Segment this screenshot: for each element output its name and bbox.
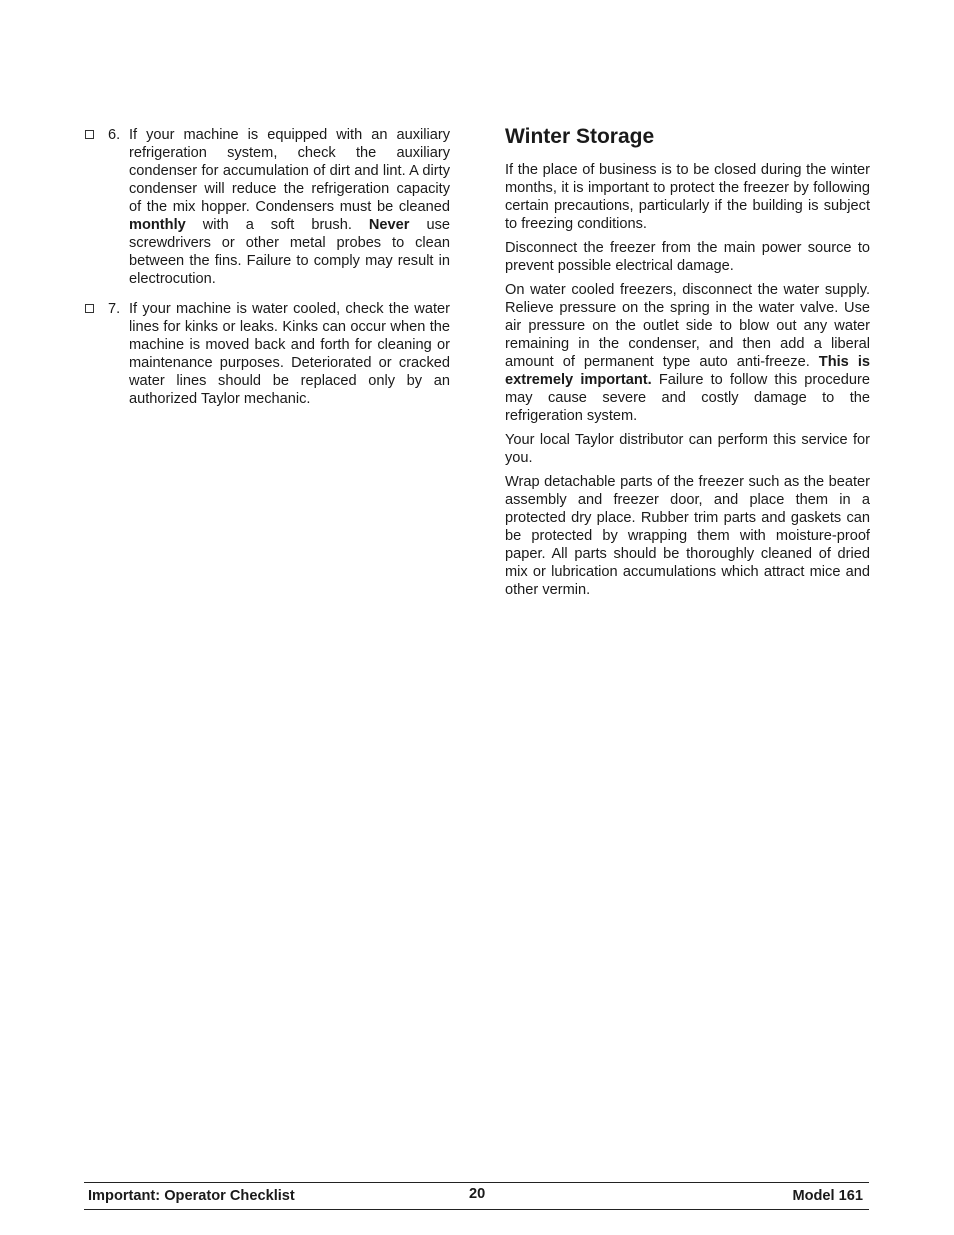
- left-column: [84, 126, 450, 420]
- checkbox-icon[interactable]: [85, 130, 94, 139]
- right-column: [505, 124, 870, 605]
- checklist-item-7: [84, 300, 450, 408]
- paragraph: On water cooled freezers, disconnect the water supply. Relieve pressure on the spring in the water valve. Use air pressure on the outlet side to blow out any water remaining in the condenser, and then add a liberal amount of permanent type auto anti-freeze. This is extremely important. Failure to follow this procedure may cause severe and costly damage to the refrigeration system.: [505, 282, 870, 424]
- item-text: If your machine is equipped with an auxiliary refrigeration system, check the auxiliary condenser for accumulation of dirt and lint. A dirty condenser will reduce the refrigeration capacity of the mix hopper. Condensers must be cleaned monthly with a soft brush. Never use screwdrivers or other metal probes to clean between the fins. Failure to comply may result in electrocution.: [129, 127, 450, 287]
- checklist-item-6: [84, 126, 450, 288]
- section-heading: Winter Storage: [505, 125, 655, 148]
- paragraph: If the place of business is to be closed during the winter months, it is important to protect the freezer by following certain precautions, particularly if the building is subject to freezing conditions.: [505, 162, 870, 232]
- footer-model: Model 161: [792, 1188, 863, 1204]
- bold-text: Never: [368, 217, 410, 233]
- footer-section-title: Important: Operator Checklist: [88, 1188, 295, 1204]
- checkbox-icon[interactable]: [85, 304, 94, 313]
- paragraph: Wrap detachable parts of the freezer such as the beater assembly and freezer door, and place them in a protected dry place. Rubber trim parts and gaskets can be protected by wrapping them with moisture-proof paper. All parts should be thoroughly cleaned of dried mix or lubrication accumulations which attract mice and other vermin.: [505, 474, 870, 598]
- paragraph: Disconnect the freezer from the main power source to prevent possible electrical damage.: [505, 240, 870, 274]
- paragraph: Your local Taylor distributor can perform this service for you.: [505, 432, 870, 466]
- page-number: 20: [469, 1186, 486, 1202]
- item-text: If your machine is water cooled, check the water lines for kinks or leaks. Kinks can occur when the machine is moved back and forth for cleaning or maintenance purposes. Deteriorated or cracked water lines should be replaced only by an authorized Taylor mechanic.: [129, 301, 450, 407]
- bold-text: This is extremely important.: [505, 354, 870, 388]
- bold-text: monthly: [129, 217, 186, 233]
- item-number: 7.: [108, 301, 121, 317]
- item-number: 6.: [108, 127, 121, 143]
- page-footer: [84, 1182, 869, 1210]
